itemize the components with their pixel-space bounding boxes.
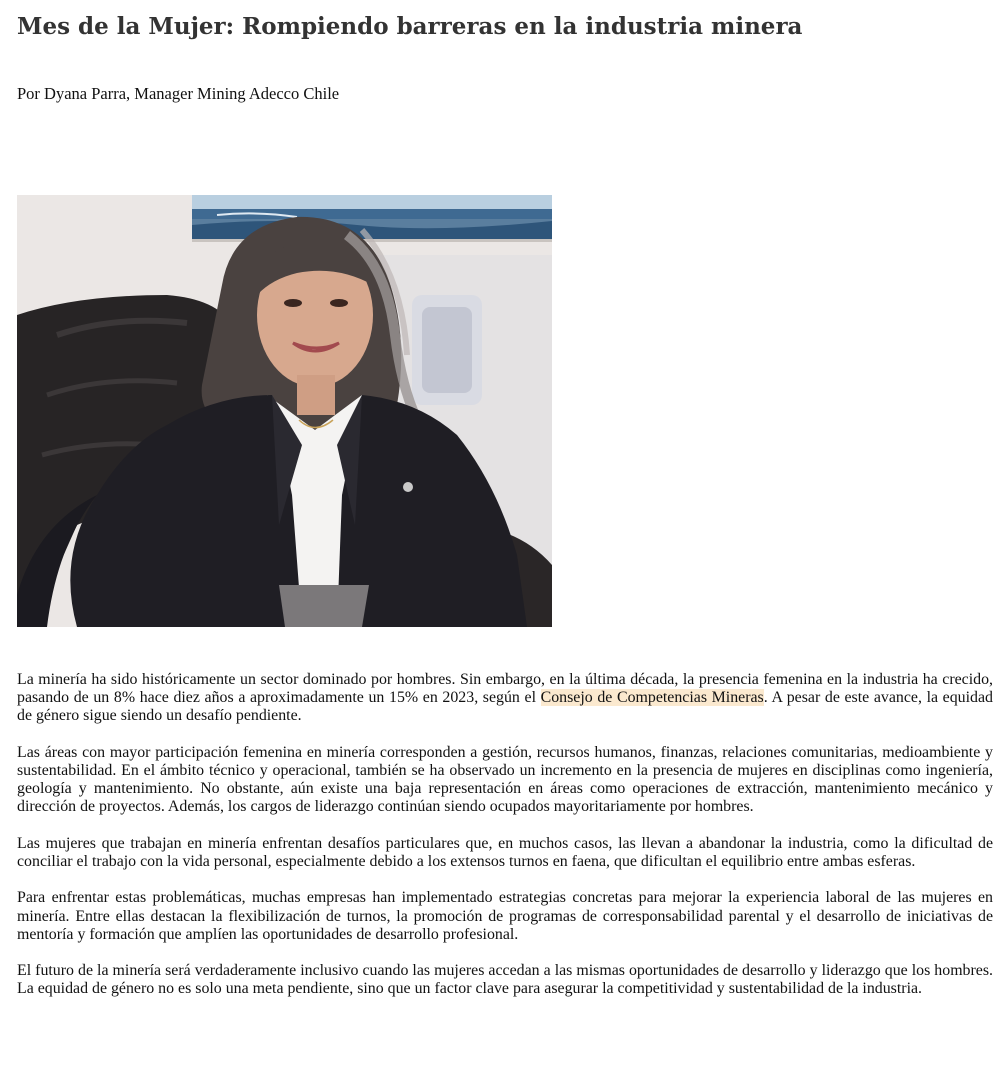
article-byline: Por Dyana Parra, Manager Mining Adecco Chile [17, 84, 340, 103]
paragraph-1 [17, 671, 993, 726]
paragraph-4: Para enfrentar estas problemáticas, muchas empresas han implementado estrategias concretas para mejorar la experiencia laboral de las mujeres en minería. Entre ellas destacan la flexibilización de turnos, la promoción de programas de corresponsabilidad parental y el desarrollo de iniciativas de mentoría y formación que amplíen las oportunidades de desarrollo profesional. [17, 889, 993, 943]
paragraph-5: El futuro de la minería será verdaderamente inclusivo cuando las mujeres accedan a las mismas oportunidades de desarrollo y liderazgo que los hombres. La equidad de género no es solo una meta pendiente, sino que un factor clave para asegurar la competitividad y sustentabilidad de la industria. [17, 962, 993, 998]
paragraph-3: Las mujeres que trabajan en minería enfrentan desafíos particulares que, en muchos casos, las llevan a abandonar la industria, como la dificultad de conciliar el trabajo con la vida personal, especialmente debido a los extensos turnos en faena, que dificultan el equilibrio entre ambas esferas. [17, 834, 993, 870]
author-photo [17, 195, 552, 627]
paragraph-1-text-end: . A pesar de este avance, la equidad de género sigue siendo un desafío pendiente. [17, 689, 993, 725]
paragraph-1-text: La minería ha sido históricamente un sector dominado por hombres. Sin embargo, en la última década, la presencia femenina en la industria ha crecido, pasando de un 8% hace diez años a aproximadamente un 15% en 2023, según el [17, 671, 993, 707]
article-title: Mes de la Mujer: Rompiendo barreras en la industria minera [17, 13, 803, 40]
paragraph-2: Las áreas con mayor participación femenina en minería corresponden a gestión, recursos humanos, finanzas, relaciones comunitarias, medioambiente y sustentabilidad. En el ámbito técnico y operacional, también se ha observado un incremento en la presencia de mujeres en disciplinas como ingeniería, geología y mantenimiento. No obstante, aún existe una baja representación en áreas como operaciones de extracción, mantenimiento mecánico y dirección de proyectos. Además, los cargos de liderazgo continúan siendo ocupados mayoritariamente por hombres. [17, 743, 993, 816]
consejo-competencias-link[interactable]: Consejo de Competencias Mineras [540, 689, 764, 707]
article-body [17, 671, 993, 1017]
